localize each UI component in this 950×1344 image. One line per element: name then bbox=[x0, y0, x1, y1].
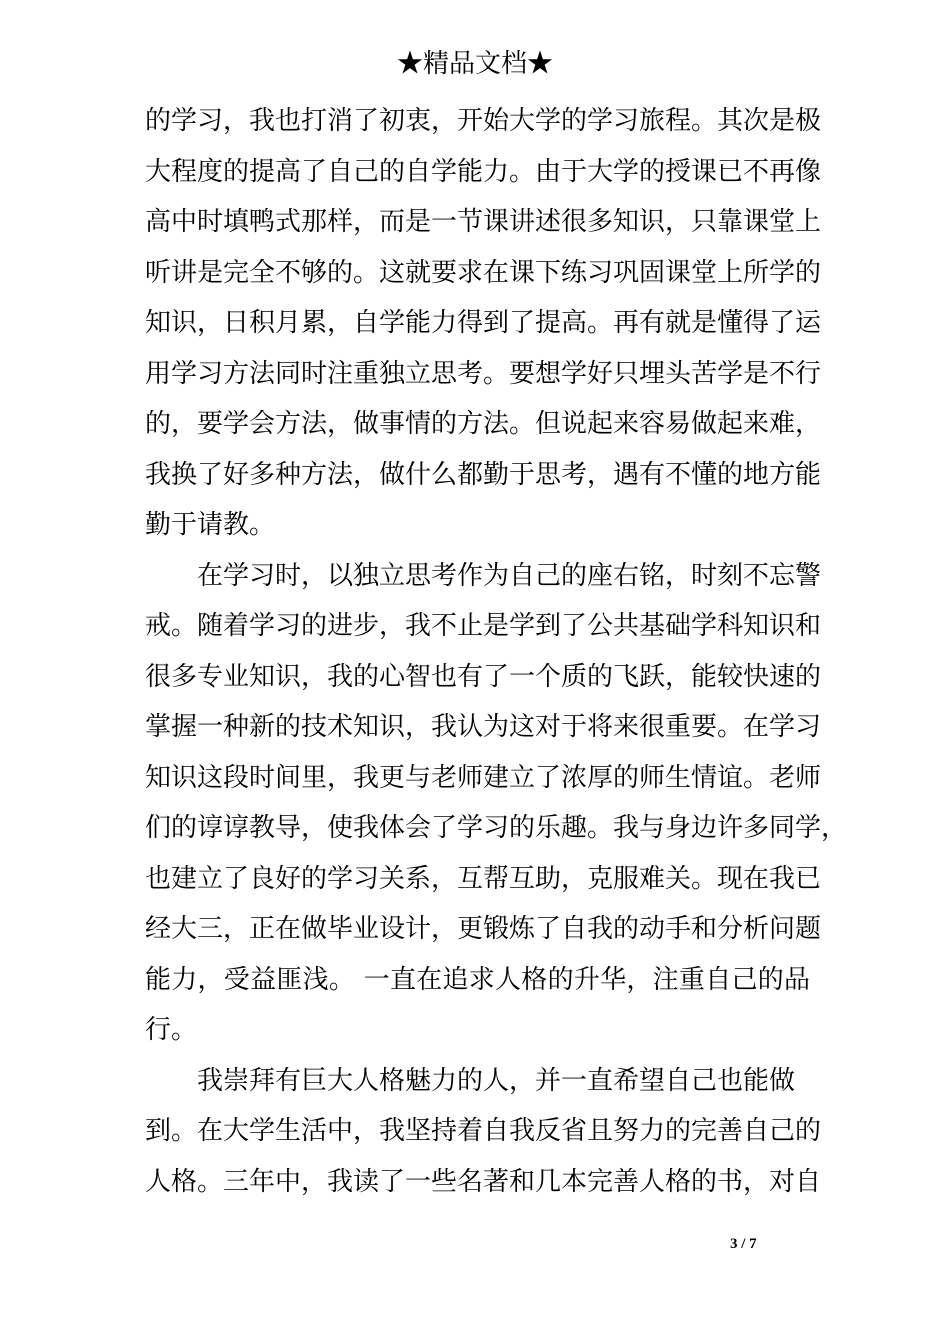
page-number: 3 / 7 bbox=[730, 1236, 757, 1252]
text-line: 大程度的提高了自己的自学能力。由于大学的授课已不再像 bbox=[145, 156, 822, 187]
text-line: 经大三，正在做毕业设计，更锻炼了自我的动手和分析问题 bbox=[145, 914, 822, 944]
text-line: 也建立了良好的学习关系，互帮互助，克服难关。现在我已 bbox=[145, 863, 822, 894]
text-line: 知识，日积月累，自学能力得到了提高。再有就是懂得了运 bbox=[145, 308, 822, 338]
text-line: 戒。随着学习的进步，我不止是学到了公共基础学科知识和 bbox=[145, 611, 822, 641]
text-line: 行。 bbox=[145, 1015, 198, 1045]
paragraph-first-line: 我崇拜有巨大人格魅力的人，并一直希望自己也能做 bbox=[197, 1065, 796, 1096]
document-header-title: ★精品文档★ bbox=[396, 49, 553, 79]
text-line: 人格。三年中，我读了一些名著和几本完善人格的书，对自 bbox=[145, 1166, 822, 1197]
text-line: 听讲是完全不够的。这就要求在课下练习巩固课堂上所学的 bbox=[145, 257, 822, 288]
text-line: 的学习，我也打消了初衷，开始大学的学习旅程。其次是极 bbox=[145, 106, 822, 136]
text-line: 我换了好多种方法，做什么都勤于思考，遇有不懂的地方能 bbox=[145, 459, 822, 490]
text-line: 能力，受益匪浅。 一直在追求人格的升华，注重自己的品 bbox=[145, 964, 810, 995]
text-line: 高中时填鸭式那样，而是一节课讲述很多知识，只靠课堂上 bbox=[145, 207, 822, 237]
text-line: 用学习方法同时注重独立思考。要想学好只埋头苦学是不行 bbox=[145, 358, 822, 389]
text-line: 勤于请教。 bbox=[145, 510, 276, 540]
document-body bbox=[145, 96, 848, 1207]
text-line: 们的谆谆教导，使我体会了学习的乐趣。我与身边许多同学， bbox=[145, 813, 848, 843]
text-line: 知识这段时间里，我更与老师建立了浓厚的师生情谊。老师 bbox=[145, 762, 822, 793]
text-line: 的，要学会方法，做事情的方法。但说起来容易做起来难， bbox=[145, 409, 822, 439]
text-line: 很多专业知识，我的心智也有了一个质的飞跃，能较快速的 bbox=[145, 661, 822, 692]
text-line: 到。在大学生活中，我坚持着自我反省且努力的完善自己的 bbox=[145, 1116, 822, 1146]
paragraph-first-line: 在学习时，以独立思考作为自己的座右铭，时刻不忘警 bbox=[197, 560, 822, 591]
text-line: 掌握一种新的技术知识，我认为这对于将来很重要。在学习 bbox=[145, 712, 822, 742]
